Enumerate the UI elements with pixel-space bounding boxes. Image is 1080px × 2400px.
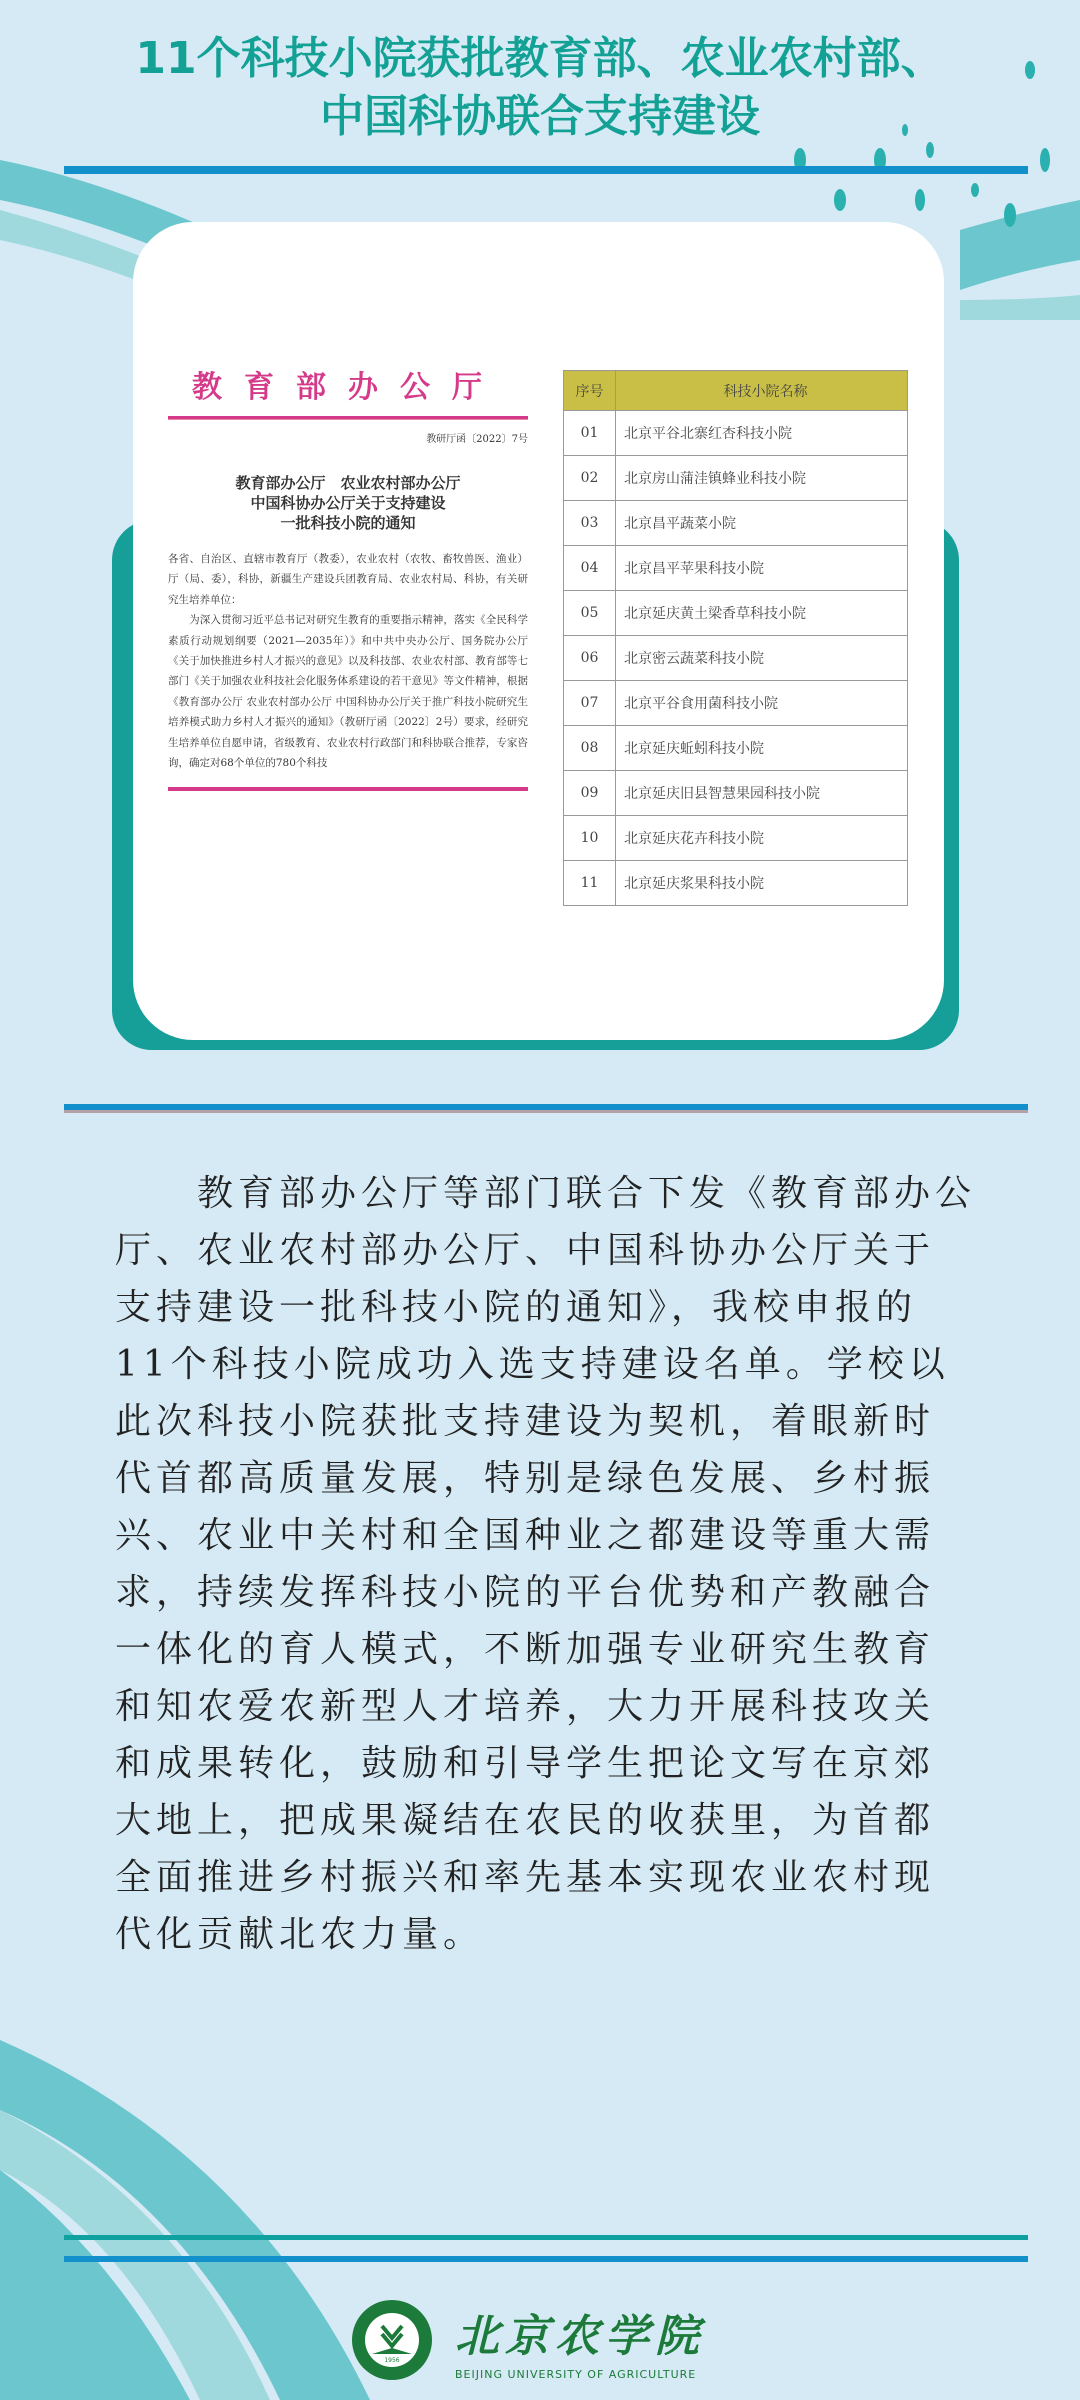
doc-title bbox=[168, 473, 528, 533]
university-seal-icon bbox=[350, 2296, 750, 2386]
divider-middle bbox=[64, 1104, 1028, 1110]
body-line: 代首都高质量发展，特别是绿色发展、乡村振 bbox=[115, 1458, 936, 1499]
body-line: 大地上，把成果凝结在农民的收获里，为首都 bbox=[115, 1800, 936, 1841]
divider-bottom-2 bbox=[64, 2256, 1028, 2262]
divider-bottom-1 bbox=[64, 2235, 1028, 2240]
svg-text:1956: 1956 bbox=[384, 2357, 400, 2364]
row-name: 北京昌平蔬菜小院 bbox=[616, 501, 908, 546]
row-name: 北京房山蒲洼镇蜂业科技小院 bbox=[616, 456, 908, 501]
table-row bbox=[564, 546, 908, 591]
body-line: 此次科技小院获批支持建设为契机，着眼新时 bbox=[115, 1401, 936, 1442]
body-line: 支持建设一批科技小院的通知》，我校申报的 bbox=[115, 1287, 918, 1328]
notice-document-image bbox=[168, 360, 528, 920]
doc-title-line: 教育部办公厅 农业农村部办公厅 bbox=[235, 474, 461, 492]
page-title bbox=[0, 30, 1080, 146]
row-index: 10 bbox=[564, 816, 616, 861]
body-line: 和知农爱农新型人才培养，大力开展科技攻关 bbox=[115, 1686, 936, 1727]
row-name: 北京延庆浆果科技小院 bbox=[616, 861, 908, 906]
divider-top bbox=[64, 166, 1028, 174]
row-index: 04 bbox=[564, 546, 616, 591]
row-name: 北京平谷食用菌科技小院 bbox=[616, 681, 908, 726]
doc-header: 教育部办公厅 bbox=[192, 370, 504, 405]
row-index: 07 bbox=[564, 681, 616, 726]
body-line: 代化贡献北农力量。 bbox=[115, 1914, 485, 1955]
row-index: 02 bbox=[564, 456, 616, 501]
column-header-index: 序号 bbox=[564, 371, 616, 411]
table-row bbox=[564, 726, 908, 771]
table-row bbox=[564, 771, 908, 816]
science-courtyard-table bbox=[563, 370, 908, 906]
body-line: 教育部办公厅等部门联合下发《教育部办公 bbox=[115, 1173, 977, 1214]
doc-red-rule bbox=[168, 416, 528, 420]
table-row bbox=[564, 456, 908, 501]
doc-red-rule-bottom bbox=[168, 787, 528, 791]
doc-title-line: 一批科技小院的通知 bbox=[280, 514, 416, 532]
logo-name-cn: 北京农学院 bbox=[455, 2311, 705, 2362]
row-name: 北京平谷北寨红杏科技小院 bbox=[616, 411, 908, 456]
doc-number: 教研厅函〔2022〕7号 bbox=[426, 434, 528, 445]
row-index: 06 bbox=[564, 636, 616, 681]
body-line: 求，持续发挥科技小院的平台优势和产教融合 bbox=[115, 1572, 936, 1613]
body-line: 厅、农业农村部办公厅、中国科协办公厅关于 bbox=[115, 1230, 936, 1271]
row-name: 北京延庆旧县智慧果园科技小院 bbox=[616, 771, 908, 816]
doc-paragraph: 为深入贯彻习近平总书记对研究生教育的重要指示精神，落实《全民科学素质行动规划纲要（2021—2035年）》和中共中央办公厅、国务院办公厅《关于加快推进乡村人才振兴的意见》以及科技部、农业农村部、教育部等七部门《关于加强农业科技社会化服务体系建设的若干意见》等文件精神，根据《教育部办公厅 农业农村部办公厅 中国科协办公厅关于推广科技小院研究生培养模式助力乡村人才振兴的通知》（教研厅函〔2022〕2号）要求，经研究生培养单位自愿申请，省级教育、农业农村行政部门和科协联合推荐，专家咨询，确定对68个单位的780个科技 bbox=[168, 614, 528, 770]
row-index: 11 bbox=[564, 861, 616, 906]
row-index: 01 bbox=[564, 411, 616, 456]
row-name: 北京昌平苹果科技小院 bbox=[616, 546, 908, 591]
title-line-2: 中国科协联合支持建设 bbox=[320, 91, 760, 142]
table-header-row bbox=[564, 371, 908, 411]
table-row bbox=[564, 501, 908, 546]
article-body bbox=[115, 1165, 977, 1963]
row-index: 09 bbox=[564, 771, 616, 816]
body-line: 兴、农业中关村和全国种业之都建设等重大需 bbox=[115, 1515, 936, 1556]
table-row bbox=[564, 591, 908, 636]
logo-name-en: BEIJING UNIVERSITY OF AGRICULTURE bbox=[455, 2368, 697, 2381]
column-header-name: 科技小院名称 bbox=[616, 371, 908, 411]
table-row bbox=[564, 411, 908, 456]
body-line: 全面推进乡村振兴和率先基本实现农业农村现 bbox=[115, 1857, 936, 1898]
row-name: 北京延庆蚯蚓科技小院 bbox=[616, 726, 908, 771]
row-name: 北京延庆花卉科技小院 bbox=[616, 816, 908, 861]
doc-title-line: 中国科协办公厅关于支持建设 bbox=[250, 494, 446, 512]
row-name: 北京密云蔬菜科技小院 bbox=[616, 636, 908, 681]
table-row bbox=[564, 636, 908, 681]
university-logo bbox=[350, 2296, 750, 2386]
table-row bbox=[564, 861, 908, 906]
row-index: 03 bbox=[564, 501, 616, 546]
row-name: 北京延庆黄土梁香草科技小院 bbox=[616, 591, 908, 636]
body-line: 一体化的育人模式，不断加强专业研究生教育 bbox=[115, 1629, 936, 1670]
table-row bbox=[564, 681, 908, 726]
body-line: 和成果转化，鼓励和引导学生把论文写在京郊 bbox=[115, 1743, 936, 1784]
row-index: 05 bbox=[564, 591, 616, 636]
doc-paragraph: 各省、自治区、直辖市教育厅（教委），农业农村（农牧、畜牧兽医、渔业）厅（局、委），科协，新疆生产建设兵团教育局、农业农村局、科协，有关研究生培养单位： bbox=[168, 553, 528, 606]
row-index: 08 bbox=[564, 726, 616, 771]
title-line-1: 11个科技小院获批教育部、农业农村部、 bbox=[135, 33, 945, 84]
body-line: 11个科技小院成功入选支持建设名单。学校以 bbox=[115, 1344, 950, 1385]
table-row bbox=[564, 816, 908, 861]
